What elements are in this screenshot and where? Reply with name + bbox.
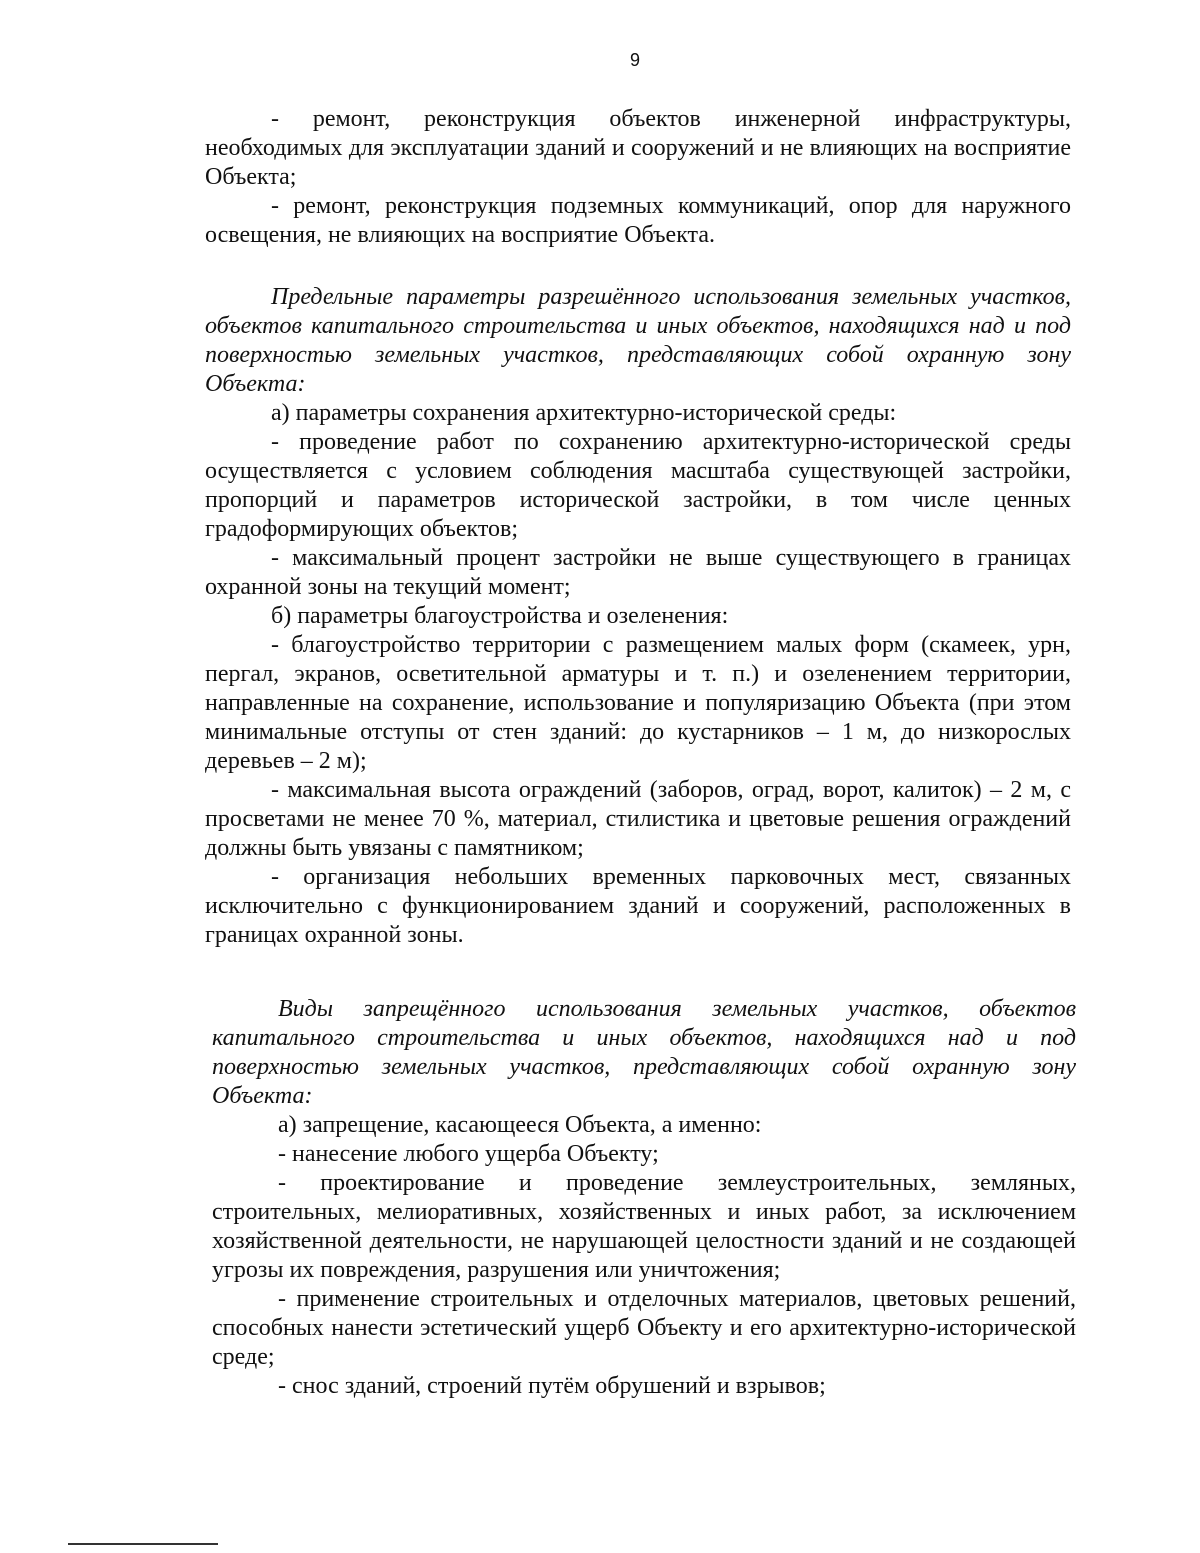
- paragraph-fence-height: - максимальная высота ограждений (заборов, оград, ворот, калиток) – 2 м, с просветами не менее 70 %, материал, стилистика и цветовые решения ограждений должны быть увязаны с памятником;: [205, 777, 1071, 861]
- paragraph-subsection-b: б) параметры благоустройства и озеленения:: [271, 603, 729, 629]
- paragraph-no-demolition: - снос зданий, строений путём обрушений и взрывов;: [278, 1373, 826, 1399]
- paragraph-subsection-a: а) параметры сохранения архитектурно-исторической среды:: [271, 400, 897, 426]
- section-repair-list: [205, 105, 1071, 250]
- paragraph-no-earthworks: - проектирование и проведение землеустроительных, земляных, строительных, мелиоративных, хозяйственных и иных работ, за исключением хозяйственной деятельности, не нарушающей целостности зданий и не создающей угрозы их повреждения, разрушения или уничтожения;: [212, 1170, 1076, 1283]
- paragraph-no-materials: - применение строительных и отделочных материалов, цветовых решений, способных нанести эстетический ущерб Объекту и его архитектурно-исторической среде;: [212, 1286, 1076, 1370]
- paragraph-prohibition-a: а) запрещение, касающееся Объекта, а именно:: [278, 1112, 762, 1138]
- paragraph-engineering-repair: - ремонт, реконструкция объектов инженерной инфраструктуры, необходимых для эксплуатации зданий и сооружений и не влияющих на восприятие Объекта;: [205, 106, 1071, 190]
- paragraph-preservation-works: - проведение работ по сохранению архитектурно-исторической среды осуществляется с условием соблюдения масштаба существующей застройки, пропорций и параметров исторической застройки, в том числе ценных градоформирующих объектов;: [205, 429, 1071, 542]
- footer-rule: [68, 1543, 218, 1545]
- page-number: 9: [629, 50, 640, 70]
- paragraph-max-building-percent: - максимальный процент застройки не выше существующего в границах охранной зоны на текущий момент;: [205, 545, 1071, 600]
- section-prohibited-use: [212, 995, 1076, 1401]
- section-heading-prohibited-use: Виды запрещённого использования земельных участков, объектов капитального строительства и иных объектов, находящихся над и под поверхностью земельных участков, представляющих собой охранную зону Объекта:: [212, 996, 1076, 1109]
- section-permitted-parameters: [205, 283, 1071, 950]
- paragraph-landscaping: - благоустройство территории с размещением малых форм (скамеек, урн, пергал, экранов, осветительной арматуры и т. п.) и озеленением территории, направленные на сохранение, использование и популяризацию Объекта (при этом минимальные отступы от стен зданий: до кустарников – 1 м, до низкорослых деревьев – 2 м);: [205, 632, 1071, 774]
- section-heading-permitted-parameters: Предельные параметры разрешённого использования земельных участков, объектов капитального строительства и иных объектов, находящихся над и под поверхностью земельных участков, представляющих собой охранную зону Объекта:: [205, 284, 1071, 397]
- paragraph-no-damage: - нанесение любого ущерба Объекту;: [278, 1141, 659, 1167]
- paragraph-parking: - организация небольших временных парковочных мест, связанных исключительно с функционированием зданий и сооружений, расположенных в границах охранной зоны.: [205, 864, 1071, 948]
- paragraph-underground-repair: - ремонт, реконструкция подземных коммуникаций, опор для наружного освещения, не влияющих на восприятие Объекта.: [205, 193, 1071, 248]
